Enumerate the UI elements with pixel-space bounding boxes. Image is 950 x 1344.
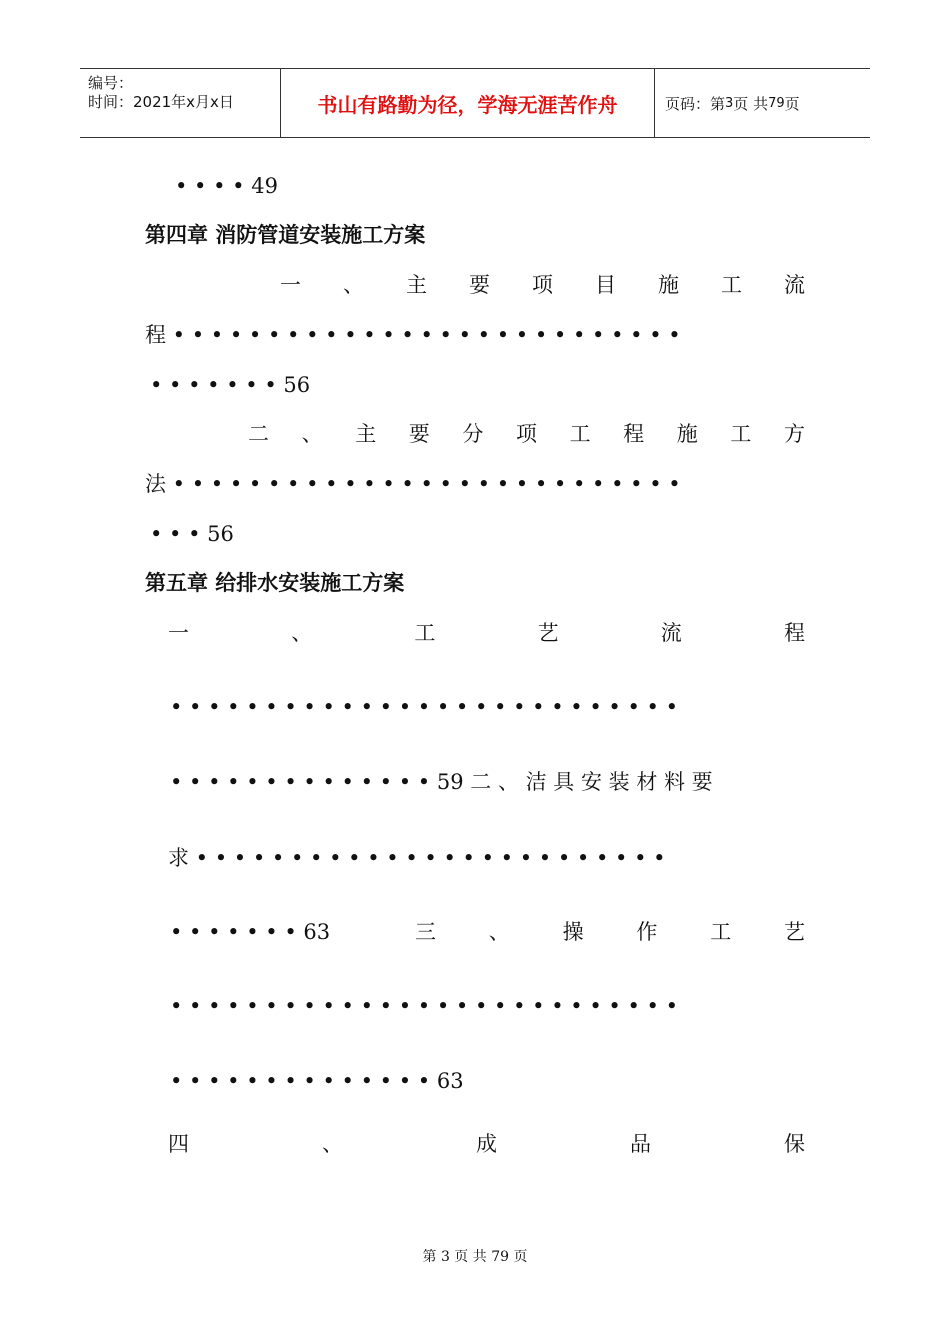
word: 品: [630, 1132, 651, 1156]
page-mid: 页 共: [733, 94, 769, 113]
page-total: 79: [768, 95, 785, 111]
word: 项: [532, 273, 553, 297]
word: 作: [636, 920, 658, 944]
word: 三: [415, 920, 436, 944]
word: 主: [406, 273, 427, 297]
chapter-5-heading: 第五章 给排水安装施工方案: [145, 571, 405, 595]
word: 一: [168, 621, 189, 645]
word: 一: [280, 273, 301, 297]
word: 、: [291, 621, 313, 645]
word: 、: [488, 920, 510, 944]
ch4-item2-page: • • • 56: [150, 522, 234, 546]
time-label: 时间：2021年x月x日: [88, 93, 234, 111]
page-dots: • • • • • • • 63: [170, 920, 331, 944]
word: 项: [515, 422, 537, 446]
word: 艺: [783, 920, 805, 944]
ch5-item3-leader: • • • • • • • • • • • • • • • • • • • • • • • • • • •: [170, 994, 678, 1018]
word: 主: [355, 422, 377, 446]
word: 方: [783, 422, 805, 446]
word: 、: [301, 422, 323, 446]
word: 施: [658, 273, 679, 297]
ch5-item2-leader: 求 • • • • • • • • • • • • • • • • • • • • • • • • •: [168, 846, 666, 870]
ch5-item4-title: [168, 1131, 805, 1157]
ch5-item3-title: [415, 919, 805, 945]
ch4-item1-leader: 程 • • • • • • • • • • • • • • • • • • • • • • • • • • •: [145, 323, 681, 347]
page-prefix: 页码：第: [665, 94, 726, 113]
word: 、: [343, 273, 364, 297]
page-suffix: 页: [784, 94, 800, 113]
word: 四: [168, 1132, 189, 1156]
ch4-item2-leader: 法 • • • • • • • • • • • • • • • • • • • • • • • • • • •: [145, 472, 681, 496]
ch5-item2-page: [170, 919, 330, 945]
word: 流: [784, 273, 805, 297]
word: 工: [414, 621, 436, 645]
word: 工: [730, 422, 752, 446]
ch4-item2-title: [248, 421, 805, 447]
word: 程: [783, 621, 805, 645]
word: 二: [248, 422, 269, 446]
header-motto: 书山有路勤为径，学海无涯苦作舟: [281, 69, 655, 137]
page-header: [80, 68, 870, 138]
ch5-item1-title: [168, 620, 805, 646]
ch5-item1-leader: • • • • • • • • • • • • • • • • • • • • • • • • • • •: [170, 695, 678, 719]
word: 工: [710, 920, 732, 944]
word: 施: [676, 422, 698, 446]
word: 成: [476, 1132, 497, 1156]
ch5-item1-page-and-item2: • • • • • • • • • • • • • • 59 二 、 洁 具 安 装 材 料 要: [170, 770, 713, 794]
word: 要: [408, 422, 430, 446]
word: 要: [469, 273, 490, 297]
word: 工: [569, 422, 591, 446]
word: 流: [660, 621, 682, 645]
ch4-item1-title: [280, 272, 805, 298]
word: 、: [322, 1132, 343, 1156]
ch4-item1-page: • • • • • • • 56: [150, 373, 311, 397]
serial-label: 编号：: [88, 74, 134, 92]
word: 程: [623, 422, 645, 446]
word: 分: [462, 422, 484, 446]
chapter-4-heading: 第四章 消防管道安装施工方案: [145, 223, 426, 247]
ch5-item3-page: • • • • • • • • • • • • • • 63: [170, 1069, 464, 1093]
word: 工: [721, 273, 742, 297]
page-footer: 第 3 页 共 79 页: [422, 1249, 528, 1265]
page-number: 3: [725, 95, 734, 111]
header-page-info: [665, 69, 800, 137]
header-meta-cell: [80, 69, 281, 137]
word: 操: [562, 920, 584, 944]
toc-line-49: • • • • 49: [175, 174, 278, 198]
word: 保: [784, 1132, 805, 1156]
word: 目: [595, 273, 616, 297]
word: 艺: [537, 621, 559, 645]
